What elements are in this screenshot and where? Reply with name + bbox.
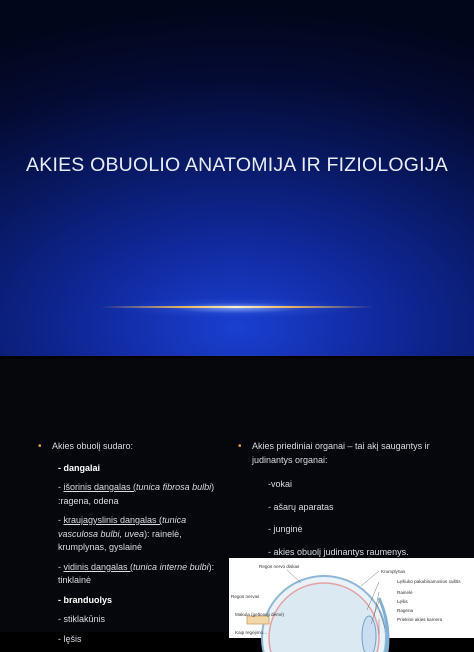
label-regos-nervo-diskas: Regos nervo diskas xyxy=(259,564,300,569)
lens-shape xyxy=(362,616,376,652)
left-intro: Akies obuolį sudaro: xyxy=(52,441,134,451)
item-isorinis xyxy=(38,481,223,508)
label-bottom: Kaip regėjimo... xyxy=(235,630,267,635)
left-bullet xyxy=(38,440,223,454)
label-makula: Makula (geltonoji dėmė) xyxy=(235,612,285,617)
item-dangalai: - dangalai xyxy=(58,462,101,473)
dash: - xyxy=(58,561,64,572)
item-asaru: - ašarų aparatas xyxy=(268,501,334,512)
label-ragena: Ragena xyxy=(397,608,414,613)
vidinis-rest: ): tinklainė xyxy=(58,561,215,585)
item-stiklakunis: - stiklakūnis xyxy=(58,614,106,624)
dash: - xyxy=(58,482,64,492)
horizon-line xyxy=(100,306,374,308)
item-kraujagyslinis xyxy=(38,514,223,555)
left-column xyxy=(38,440,223,652)
kraujagysl-latin: tunica vasculosa bulbi, uvea xyxy=(58,515,187,539)
vidinis-latin: tunica interne bulbi xyxy=(133,561,209,572)
horizon-glow xyxy=(117,298,357,318)
eye-diagram xyxy=(229,558,474,638)
item-vokai: -vokai xyxy=(268,479,293,489)
bullet-icon: • xyxy=(238,441,242,452)
isorinis-latin: tunica fibrosa bulbi xyxy=(136,482,212,492)
label-raineles: Rainelė xyxy=(397,590,413,595)
dash: - xyxy=(58,515,64,525)
item-jungine: - junginė xyxy=(268,524,303,534)
vidinis-label: vidinis dangalas ( xyxy=(63,561,134,572)
isorinis-rest: ) :ragena, odena xyxy=(58,482,215,506)
right-column xyxy=(238,440,438,568)
item-lesis: - lęšis xyxy=(58,633,82,644)
label-krumplynas: Krumplynas xyxy=(381,569,406,574)
bullet-icon: • xyxy=(38,441,42,452)
label-lesis: Lęšis xyxy=(397,599,408,604)
item-vidinis xyxy=(38,561,223,588)
label-lesiuko-raistis: Lęšiuko pakabinamosios raištis xyxy=(397,579,461,584)
slide-title: AKIES OBUOLIO ANATOMIJA IR FIZIOLOGIJA xyxy=(26,154,448,176)
label-priekine-kamera: Priekinė akies kamera xyxy=(397,617,443,622)
right-intro: Akies priediniai organai – tai akį saugantys ir judinantys organai: xyxy=(252,441,430,465)
kraujagysl-label: kraujagyslinis dangalas ( xyxy=(63,515,163,525)
kraujagysl-rest: ): rainelė, krumplynas, gyslainė xyxy=(58,528,182,552)
item-raumenys: - akies obuolį judinantys raumenys. xyxy=(268,546,409,557)
right-bullet xyxy=(238,440,438,467)
isorinis-label: išorinis dangalas ( xyxy=(63,482,137,492)
item-branduolys: - branduolys xyxy=(58,594,113,605)
eye-diagram-svg xyxy=(229,558,474,638)
optic-nerve-shape xyxy=(247,616,269,624)
content-slide xyxy=(0,358,474,644)
label-regos-nervas: Regos nervas xyxy=(231,594,260,599)
